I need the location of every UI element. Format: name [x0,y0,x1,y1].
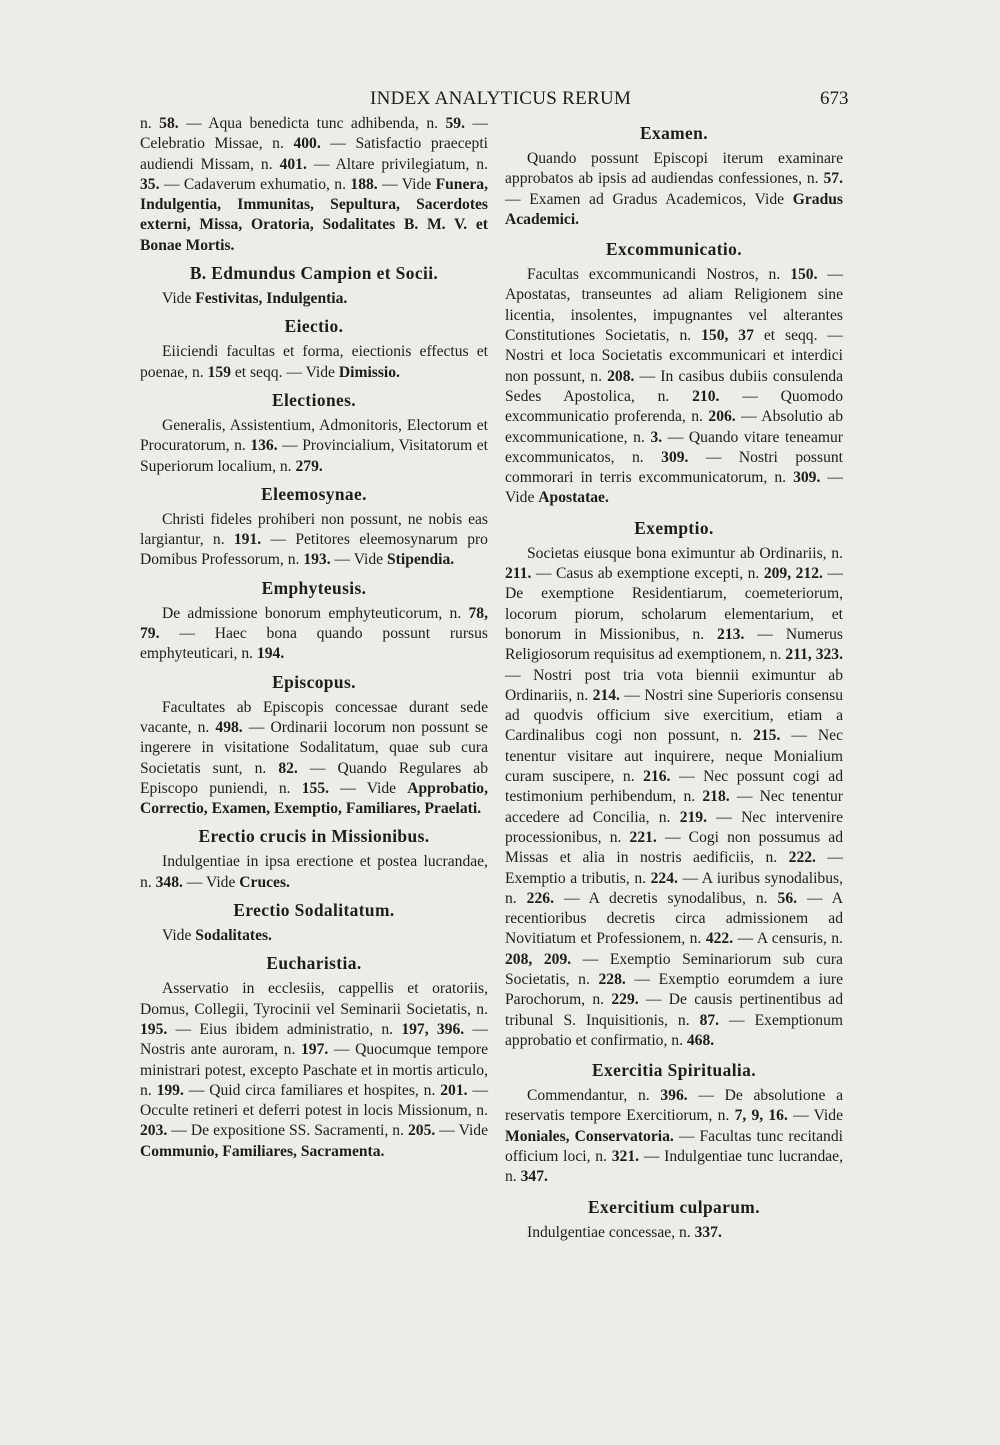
entry-heading: Exemptio. [634,517,714,538]
right-column [505,114,843,1248]
bold-reference: 228. [598,970,626,988]
bold-reference: 401. [279,155,307,173]
page-header [0,88,1000,112]
entry-heading: Exercitium culparum. [588,1196,760,1217]
bold-reference: 194. [256,645,285,663]
bold-reference: 199. [156,1081,184,1099]
bold-reference: 206. [708,408,736,426]
bold-reference: Communio, Familiares, Sacramenta. [140,1142,385,1160]
bold-reference: Funera, Indulgentia, Immunitas, Sepultura, Sacerdotes externi, Missa, Oratoria, Sodalitates B. M. V. et Bonae Mortis. [140,175,488,254]
bold-reference: Moniales, Conservatoria. [505,1127,674,1145]
index-entry [505,517,843,1051]
entry-body: Christi fideles prohiberi non possunt, ne nobis eas largiantur, n. 191. — Petitores eleemosynarum pro Domibus Professorum, n. 193. — Vide Stipendia. [140,510,488,569]
running-head: INDEX ANALYTICUS RERUM [370,88,632,109]
bold-reference: 309. [661,448,689,466]
bold-reference: 191. [233,531,262,549]
entry-heading: Erectio Sodalitatum. [233,900,395,921]
entry-body: Asservatio in ecclesiis, cappellis et oratoriis, Domus, Collegii, Tyrocinii vel Seminarii Societatis, n. 195. — Eius ibidem administratio, n. 197, 396. — Nostris ante auroram, n. 197. — Quocumque tempore ministrari potest, excepto Paschate et in mortis articulo, n. 199. — Quid circa familiares et hospites, n. 201. — Occulte retineri et deferri potest in locis Missionum, n. 203. — De expositione SS. Sacramenti, n. 205. — Vide Communio, Familiares, Sacramenta. [140,980,488,1160]
bold-reference: 209, 212. [763,565,823,583]
index-entry [505,122,843,230]
bold-reference: 208. [607,367,635,385]
entry-heading: Eleemosynae. [261,483,367,504]
bold-reference: 197, 396. [401,1020,465,1038]
index-entry [140,114,488,256]
index-entry [140,671,488,820]
bold-reference: 155. [301,779,330,797]
index-entry [140,315,488,383]
index-entry [140,483,488,571]
bold-reference: 136. [250,437,278,455]
index-entry [505,1059,843,1187]
entry-heading: Exercitia Spiritualia. [591,1060,757,1081]
index-entry [140,389,488,477]
index-entry [505,238,843,509]
bold-reference: Dimissio. [338,363,400,381]
bold-reference: 222. [788,849,816,867]
bold-reference: 213. [717,625,745,643]
bold-reference: 82. [278,759,298,777]
index-entry [140,952,488,1162]
entry-heading: Erectio crucis in Missionibus. [198,826,430,847]
bold-reference: 58. [159,115,179,132]
bold-reference: 150. [790,266,818,284]
bold-reference: 348. [155,873,183,891]
bold-reference: 321. [611,1148,640,1166]
bold-reference: 57. [823,170,843,188]
entry-heading: B. Edmundus Campion et Socii. [189,263,439,284]
bold-reference: 159 [207,363,231,381]
bold-reference: 211. [505,565,532,583]
entry-body: Indulgentiae concessae, n. 337. [527,1223,722,1241]
index-entry [140,577,488,665]
entry-heading: Episcopus. [272,671,356,692]
entry-body: Eiiciendi facultas et forma, eiectionis effectus et poenae, n. 159 et seqq. — Vide Dimissio. [140,343,488,381]
bold-reference: 219. [679,808,707,826]
bold-reference: 56. [777,889,798,907]
bold-reference: Festivitas, Indulgentia. [195,290,348,308]
bold-reference: 193. [303,551,331,569]
entry-body: Societas eiusque bona eximuntur ab Ordinariis, n. 211. — Casus ab exemptione excepti, n. 209, 212. — De exemptione Residentiarum, coemeteriorum, locorum piorum, scholarum elementarium, et bonorum in Missionibus, n. 213. — Numerus Religiosorum requisitus ad exemptionem, n. 211, 323. — Nostri post tria vota biennii eximuntur ab Ordinariis, n. 214. — Nostri sine Superioris consensu ad quodvis officium sive exercitium, etiam a Cardinalibus cogi non possunt, n. 215. — Nec tenentur visitare aut inquirere, neque Monialium curam suscipere, n. 216. — Nec possunt cogi ad testimonium perhibendum, n. 218. — Nec tenentur accedere ad Concilia, n. 219. — Nec intervenire processionibus, n. 221. — Cogi non possumus ad Missas et alia in nostris aedificiis, n. 222. — Exemptio a tributis, n. 224. — A iuribus synodalibus, n. 226. — A decretis synodalibus, n. 56. — A recentioribus decretis circa admissionem ad Novitiatum et Professionem, n. 422. — A censuris, n. 208, 209. — Exemptio Seminariorum sub cura Societatis, n. 228. — Exemptio eorumdem a iure Parochorum, n. 229. — De causis pertinentibus ad tribunal S. Inquisitionis, n. 87. — Exemptionum approbatio et confirmatio, n. 468. [505,544,844,1049]
bold-reference: 216. [643,768,671,786]
left-column [140,114,488,1167]
bold-reference: 203. [140,1122,168,1140]
entry-body: n. 58. — Aqua benedicta tunc adhibenda, n. 59. — Celebratio Missae, n. 400. — Satisfactio praecepti audiendi Missam, n. 401. — Altare privilegiatum, n. 35. — Cadaverum exhumatio, n. 188. — Vide Funera, Indulgentia, Immunitas, Sepultura, Sacerdotes externi, Missa, Oratoria, Sodalitates B. M. V. et Bonae Mortis. [140,115,488,254]
bold-reference: 188. [350,175,378,193]
entry-body: Vide Sodalitates. [162,927,272,945]
bold-reference: Sodalitates. [195,927,272,945]
bold-reference: 78, 79. [140,604,488,643]
bold-reference: 229. [611,991,639,1009]
bold-reference: Stipendia. [387,551,455,569]
entry-heading: Emphyteusis. [261,577,367,598]
bold-reference: 498. [215,718,243,736]
bold-reference: 150, 37 [701,327,754,345]
bold-reference: 215. [753,727,781,745]
bold-reference: 279. [295,457,323,475]
bold-reference: 205. [408,1122,436,1140]
bold-reference: 226. [526,889,554,907]
entry-body: Facultates ab Episcopis concessae durant sede vacante, n. 498. — Ordinarii locorum non possunt se ingerere in visitatione Sodalitatum, quae sub cura Societatis sunt, n. 82. — Quando Regulares ab Episcopo puniendi, n. 155. — Vide Approbatio, Correctio, Examen, Exemptio, Familiares, Praelati. [140,698,488,818]
entry-heading: Eiectio. [284,316,344,337]
index-entry [140,262,488,309]
entry-body: Vide Festivitas, Indulgentia. [162,290,348,308]
bold-reference: 197. [300,1041,329,1059]
bold-reference: 201. [440,1081,468,1099]
entry-heading: Eucharistia. [266,953,362,974]
bold-reference: 309. [793,469,821,487]
entry-body: Generalis, Assistentium, Admonitoris, Electorum et Procuratorum, n. 136. — Provincialium, Visitatorum et Superiorum localium, n. 279. [140,416,488,475]
entry-body: De admissione bonorum emphyteuticorum, n. 78, 79. — Haec bona quando possunt rursus emphyteuticari, n. 194. [140,604,488,663]
entry-body: Indulgentiae in ipsa erectione et postea lucrandae, n. 348. — Vide Cruces. [140,853,488,891]
bold-reference: 208, 209. [505,950,572,968]
entry-heading: Excommunicatio. [606,239,742,260]
bold-reference: 224. [650,869,678,887]
bold-reference: 214. [592,686,620,704]
bold-reference: 422. [705,930,734,948]
entry-heading: Electiones. [271,389,357,410]
bold-reference: 347. [520,1168,548,1186]
page-number: 673 [820,88,849,109]
bold-reference: 211, 323. [785,646,844,664]
bold-reference: 35. [140,175,160,193]
bold-reference: Apostatae. [538,489,609,507]
bold-reference: 87. [699,1011,720,1029]
bold-reference: 210. [692,387,720,405]
entry-body: Quando possunt Episcopi iterum examinare approbatos ab ipsis ad audiendas confessiones, n. 57. — Examen ad Gradus Academicos, Vide Gradus Academici. [505,150,843,228]
bold-reference: 59. [445,115,465,132]
bold-reference: 7, 9, 16. [734,1107,788,1125]
bold-reference: Cruces. [239,873,290,891]
bold-reference: 468. [686,1031,715,1049]
bold-reference: 221. [629,828,657,846]
entry-heading: Examen. [639,123,708,143]
bold-reference: 400. [293,135,321,153]
bold-reference: 396. [660,1087,688,1105]
bold-reference: Approbatio, Correctio, Examen, Exemptio, Familiares, Praelati. [140,779,488,818]
bold-reference: 337. [694,1223,722,1241]
bold-reference: Gradus Academici. [505,190,843,228]
bold-reference: 195. [140,1020,168,1038]
bold-reference: 3. [650,428,663,446]
index-entry [140,825,488,893]
entry-body: Commendantur, n. 396. — De absolutione a reservatis tempore Exercitiorum, n. 7, 9, 16. — Vide Moniales, Conservatoria. — Facultas tunc recitandi officium loci, n. 321. — Indulgentiae tunc lucrandae, n. 347. [505,1087,843,1186]
index-entry [505,1196,843,1243]
entry-body: Facultas excommunicandi Nostros, n. 150. — Apostatas, transeuntes ad aliam Religionem sine licentia, insolentes, impugnantes vel alterantes Constitutiones Societatis, n. 150, 37 et seqq. — Nostri et loca Societatis excommunicari et interdici non possunt, n. 208. — In casibus dubiis consulenda Sedes Apostolica, n. 210. — Quomodo excommunicatio proferenda, n. 206. — Absolutio ab excommunicatione, n. 3. — Quando vitare teneamur excommunicatos, n. 309. — Nostri possunt commorari in terris excommunicatorum, n. 309. — Vide Apostatae. [505,266,844,507]
bold-reference: 218. [702,788,730,806]
index-entry [140,899,488,946]
